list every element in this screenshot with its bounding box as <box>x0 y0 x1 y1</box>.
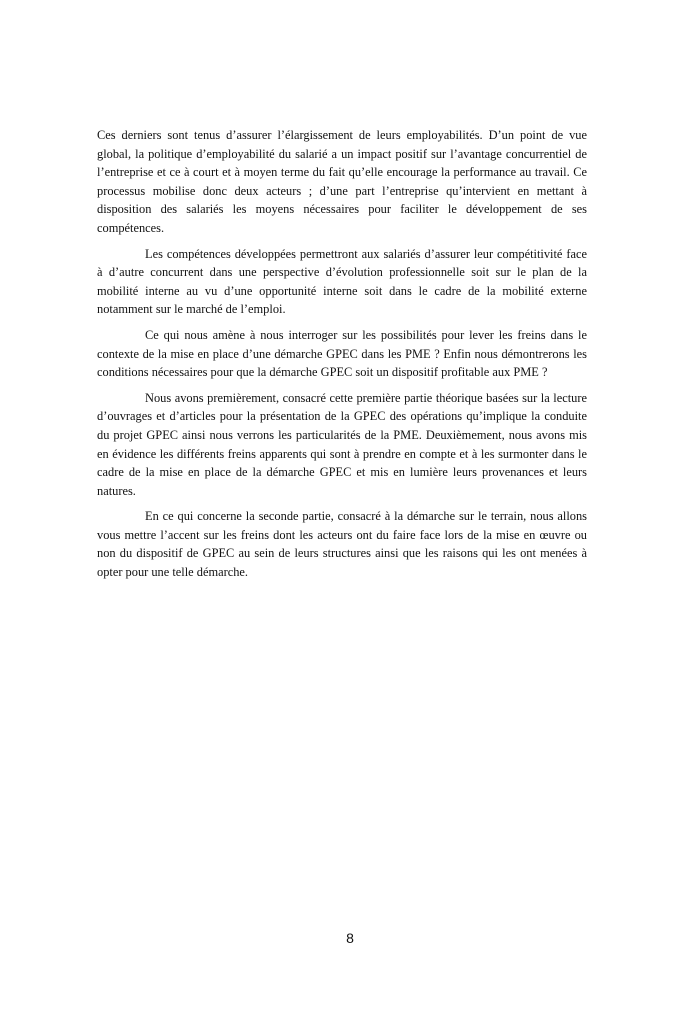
page-number: 8 <box>346 930 354 946</box>
paragraph-5: En ce qui concerne la seconde partie, consacré à la démarche sur le terrain, nous allons vous mettre l’accent sur les freins dont les acteurs ont du faire face lors de la mise en œuvre ou non du dispositif de GPEC au sein de leurs structures ainsi que les raisons qui les ont menées à opter pour une telle démarche. <box>97 509 587 580</box>
paragraph-2: Les compétences développées permettront aux salariés d’assurer leur compétitivité face à d’autre concurrent dans une perspective d’évolution professionnelle soit sur le plan de la mobilité interne au vu d’une opportunité interne soit dans le cadre de la mobilité externe notamment sur le marché de l’emploi. <box>97 246 587 317</box>
paragraph-3: Ce qui nous amène à nous interroger sur les possibilités pour lever les freins dans le contexte de la mise en place d’une démarche GPEC dans les PME ? Enfin nous démontrerons les conditions nécessaires pour que la démarche GPEC soit un dispositif profitable aux PME ? <box>97 327 587 380</box>
body-text <box>97 126 587 589</box>
paragraph-1: Ces derniers sont tenus d’assurer l’élargissement de leurs employabilités. D’un point de vue global, la politique d’employabilité du salarié a un impact positif sur l’avantage concurrentiel de l’entreprise et ce à court et à moyen terme du fait qu’elle encourage la performance au travail. Ce processus mobilise donc deux acteurs ; d’une part l’entreprise qu’intervient en mettant à disposition des salariés les moyens nécessaires pour faciliter le développement de ses compétences. <box>97 128 587 235</box>
paragraph-4: Nous avons premièrement, consacré cette première partie théorique basées sur la lecture d’ouvrages et d’articles pour la présentation de la GPEC des opérations qu’implique la conduite du projet GPEC ainsi nous verrons les particularités de la PME. Deuxièmement, nous avons mis en évidence les différents freins apparents qui sont à prendre en compte et à les surmonter dans le cadre de la mise en place de la démarche GPEC et mis en lumière leurs provenances et leurs natures. <box>97 390 587 498</box>
